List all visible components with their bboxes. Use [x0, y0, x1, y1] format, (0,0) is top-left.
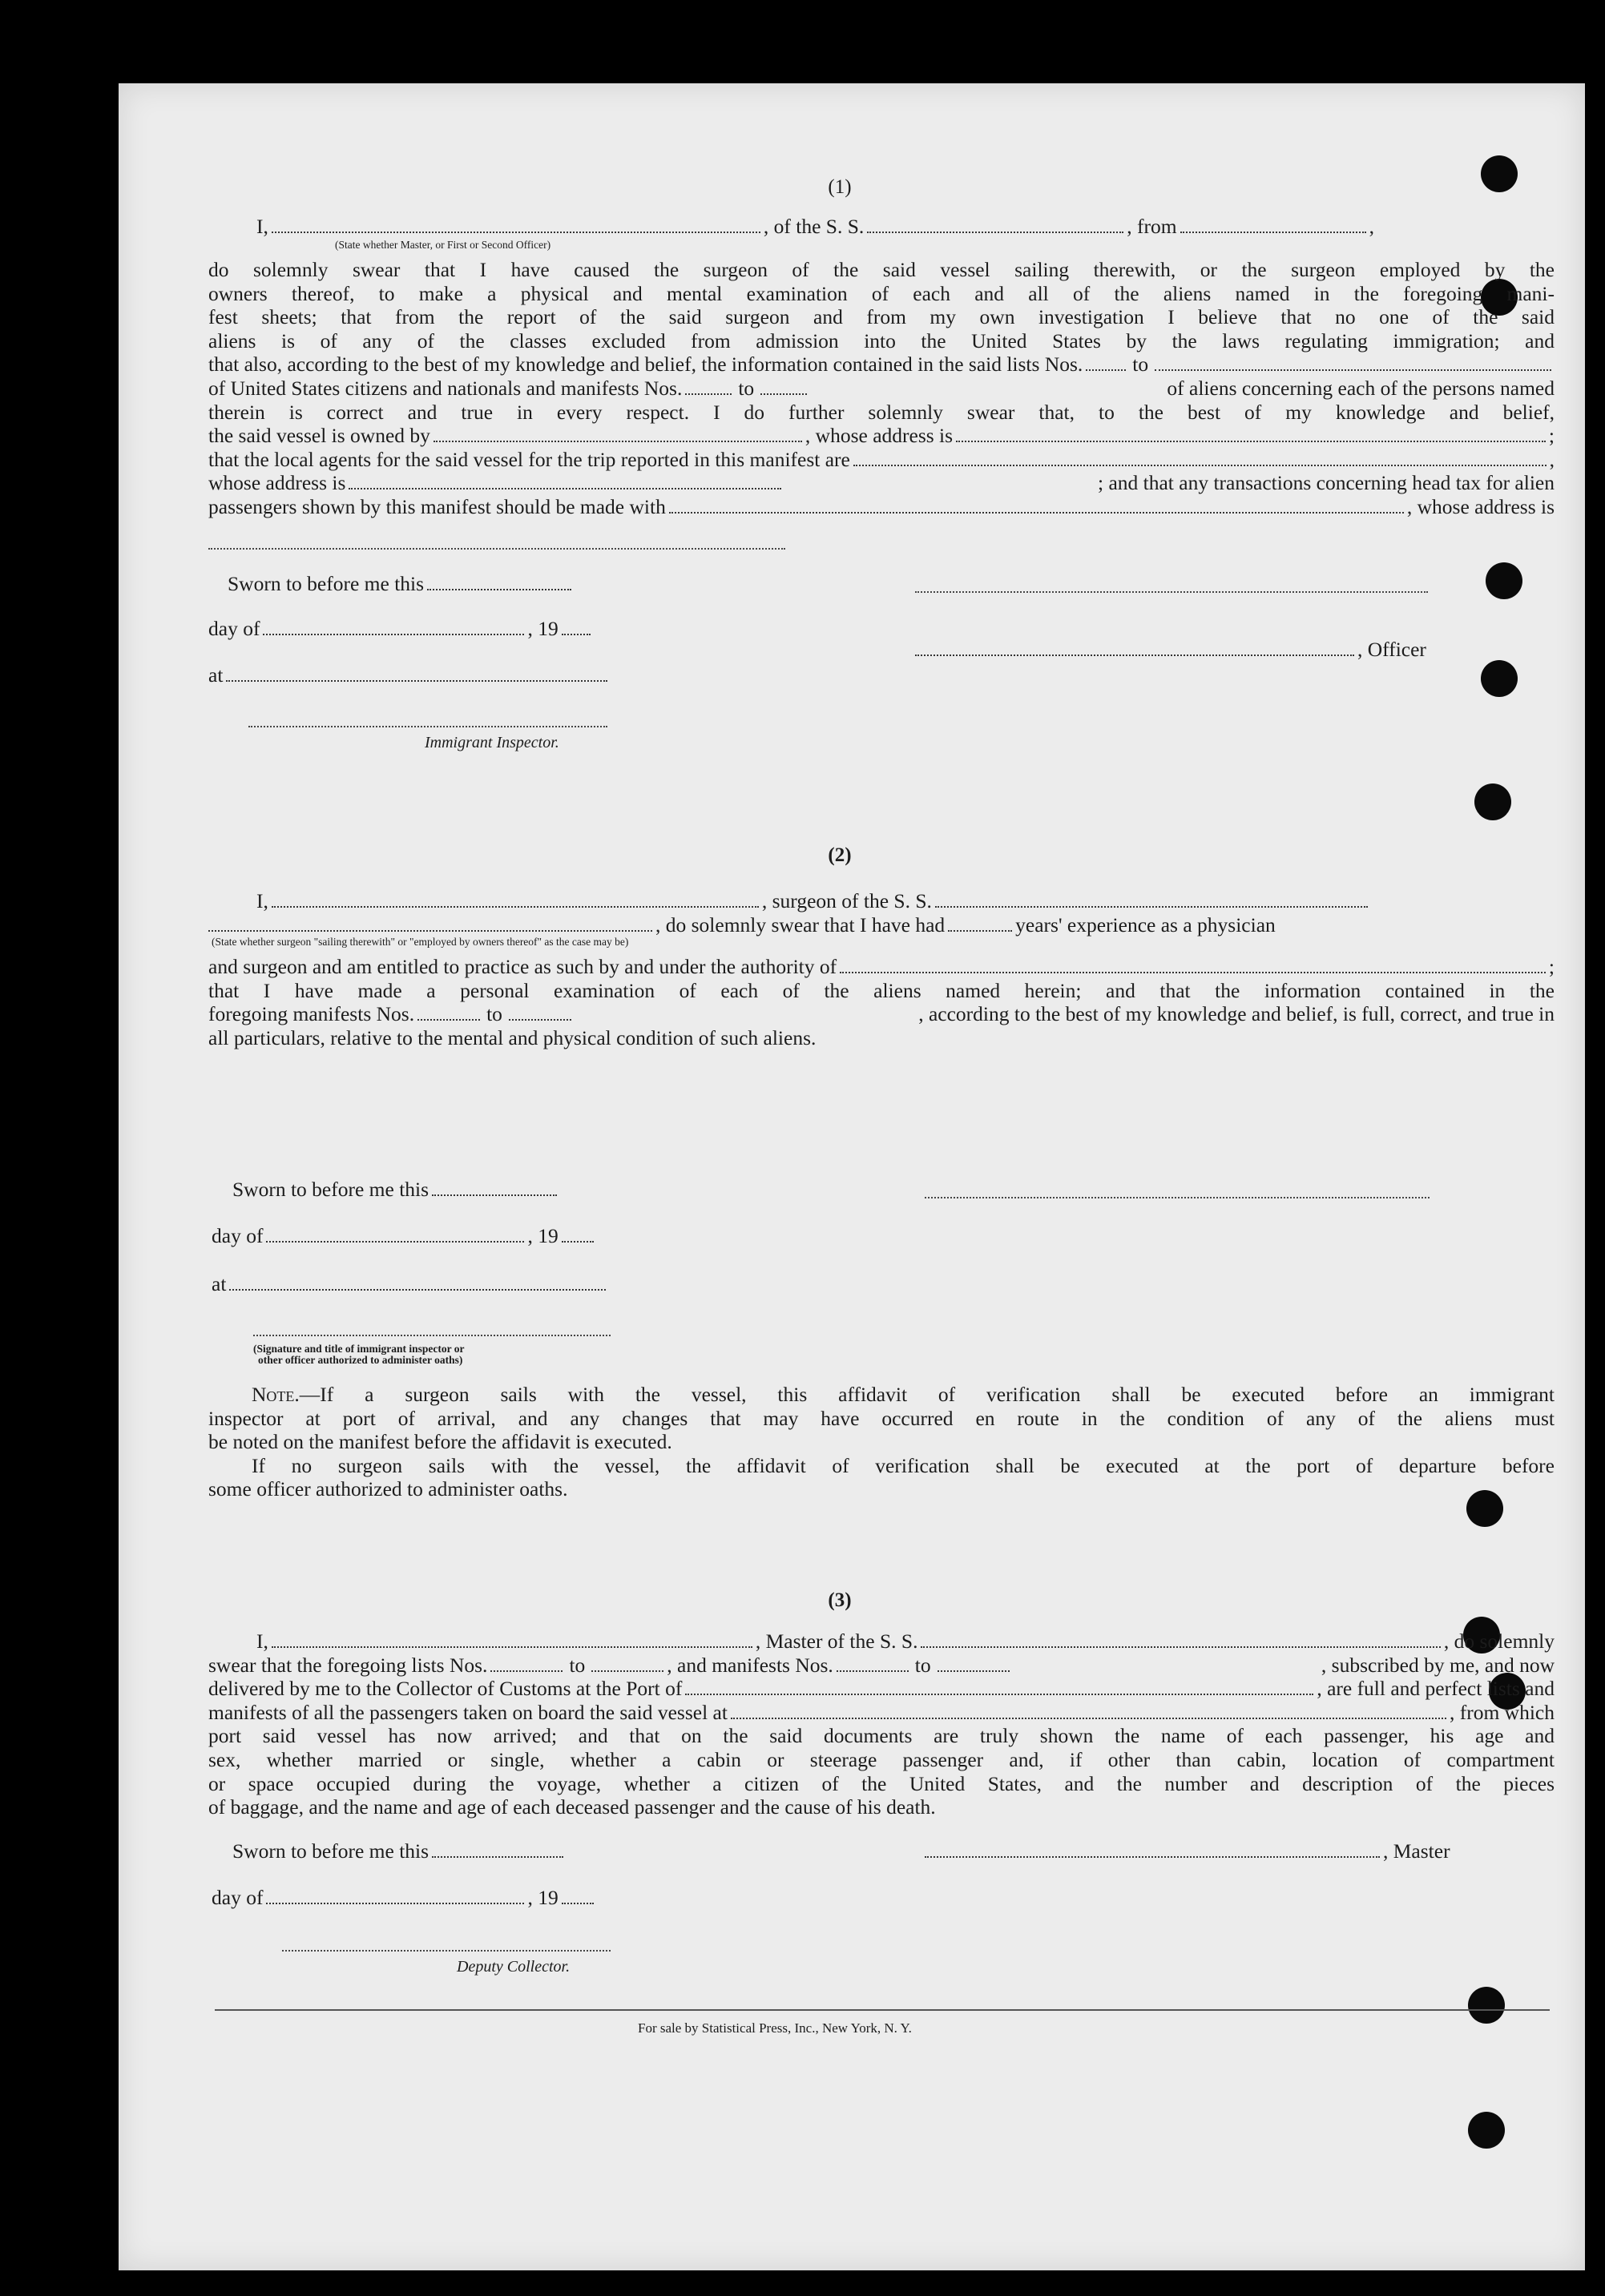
master-signature: , Master: [925, 1839, 1450, 1863]
section-1-at: at: [208, 663, 611, 687]
surgeon-note: Note.—If a surgeon sails with the vessel, this affidavit of verification shall be executed before an immigrant inspector at port of arrival, and any changes that may have occurred en route in the condition of any of the aliens must be noted on the manifest before the affidavit is executed. If no surgeon sails with the vessel, the affidavit of verification shall be executed at the port of departure before some officer authorized to administer oaths.: [208, 1383, 1555, 1501]
punch-hole: [1481, 660, 1518, 697]
punch-hole: [1481, 155, 1518, 192]
form-sheet: [119, 83, 1585, 2270]
officer-signature-line-1: [915, 591, 1428, 593]
section-2-at: at: [212, 1272, 609, 1296]
section-1-sworn: Sworn to before me this: [228, 572, 575, 596]
section-1-oath-text: do solemnly swear that I have caused the surgeon of the said vessel sailing therewith, or the surgeon employed by the owners thereof, to make a physical and mental examination of each and all of the aliens named in the foregoing mani- fest sheets; that from the report of the said surgeon and from my own investigation I believe that no one of the said aliens is of any of the classes excluded from admission into the United States by the laws regulating immigration; and that also, according to the best of my knowledge and belief, the information contained in the said lists Nos. to of United States citizens and nationals and manifests Nos. to of aliens concerning each of the persons named therein is correct and true in every respect. I do further solemnly swear that, to the best of my knowledge and belief, the said vessel is owned by , whose address is ; that the local agents for the said vessel for the trip reported in this manifest are , whose address is ; and that any transactions concerning head tax for alien passengers shown by this manifest should be made with , whose address is: [208, 258, 1555, 518]
footer-rule: [215, 2009, 1550, 2011]
surgeon-caption: (State whether surgeon "sailing therewith" or "employed by owners thereof" as the case may be): [212, 936, 629, 948]
punch-hole: [1468, 2112, 1505, 2149]
rank-caption: (State whether Master, or First or Second Officer): [335, 239, 551, 251]
section-2-sworn: Sworn to before me this: [232, 1178, 560, 1202]
printer-imprint: For sale by Statistical Press, Inc., New York, N. Y.: [638, 2020, 912, 2036]
witness-caption-2: other officer authorized to administer oaths): [258, 1354, 463, 1366]
officer-signature: , Officer: [915, 638, 1426, 662]
section-2-line-2: , do solemnly swear that I have had years' experience as a physician: [208, 913, 1276, 937]
section-1-line-1: I, , of the S. S. , from ,: [256, 215, 1374, 238]
section-1-number: (1): [828, 176, 852, 198]
section-2-line-1: I, , surgeon of the S. S.: [256, 889, 1371, 913]
section-2-number: (2): [828, 844, 852, 866]
address-continuation-line: [208, 548, 785, 550]
section-3-number: (3): [828, 1589, 852, 1611]
section-2-oath-text: and surgeon and am entitled to practice as such by and under the authority of ; that I have made a personal examination of each of the aliens named herein; and that the information contained in the foregoing manifests Nos. to , according to the best of my knowledge and belief, is full, correct, and true in all particulars, relative to the mental and physical condition of such aliens.: [208, 955, 1555, 1049]
surgeon-signature-line: [925, 1197, 1430, 1198]
punch-hole: [1474, 783, 1511, 820]
inspector-caption: Immigrant Inspector.: [425, 734, 559, 751]
section-3-oath-text: I, , Master of the S. S. , do solemnly swear that the foregoing lists Nos. to , and manifests Nos. to , subscribed by me, and now delivered by me to the Collector of Customs at the Port of , are full and perfect lists and manifests of all the passengers taken on board the said vessel at , from which port said vessel has now arrived; and that on the said documents are truly shown the name of each passenger, his age and sex, whether married or single, whether a cabin or steerage passenger and, if other than cabin, location of compartment or space occupied during the voyage, whether a citizen of the United States, and the number and description of the pieces of baggage, and the name and age of each deceased passenger and the cause of his death.: [208, 1629, 1555, 1819]
section-3-sworn: Sworn to before me this: [232, 1839, 567, 1863]
punch-hole: [1468, 1987, 1505, 2024]
collector-caption: Deputy Collector.: [457, 1958, 571, 1976]
punch-hole: [1486, 562, 1522, 599]
section-2-day-of: day of , 19: [212, 1224, 597, 1248]
collector-signature-line: [282, 1950, 611, 1952]
witness-signature-line: [253, 1335, 611, 1336]
section-3-day-of: day of , 19: [212, 1886, 597, 1910]
inspector-signature-line: [248, 726, 607, 727]
witness-caption-1: (Signature and title of immigrant inspector or: [253, 1343, 465, 1355]
section-1-day-of: day of , 19: [208, 617, 594, 641]
